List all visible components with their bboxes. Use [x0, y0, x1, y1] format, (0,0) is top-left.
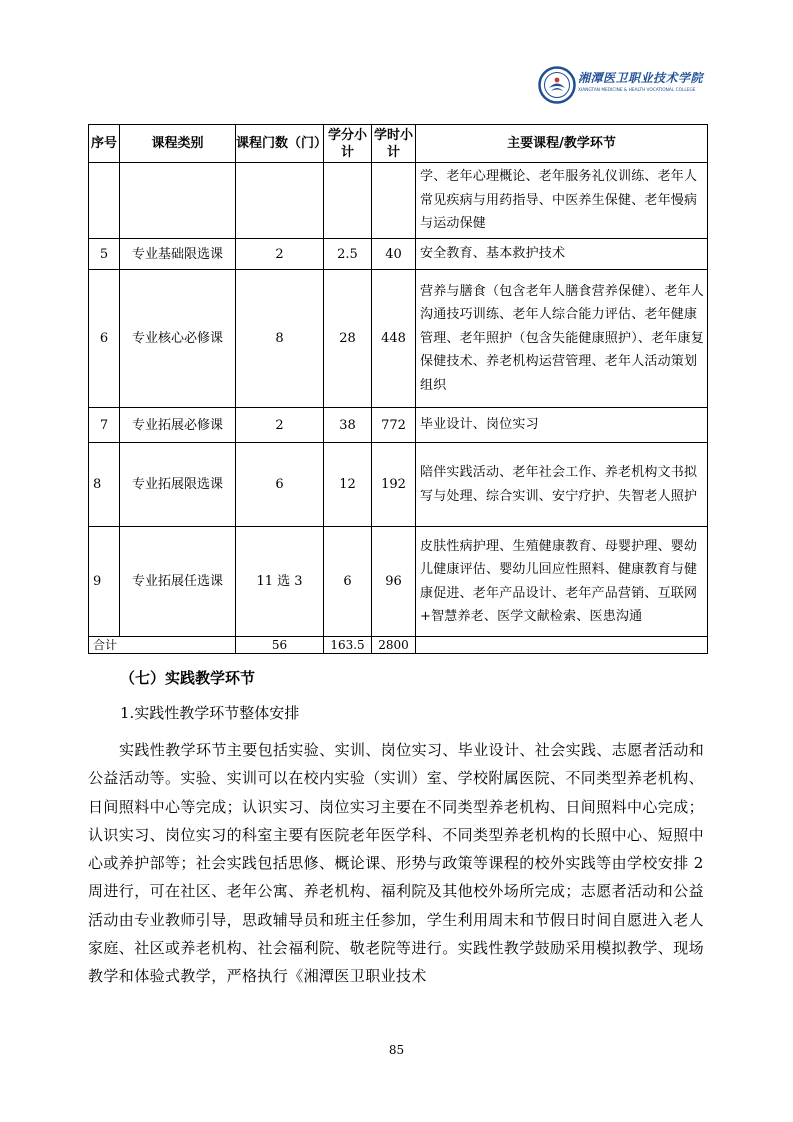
college-seal-icon: [538, 66, 576, 104]
table-row: [89, 527, 708, 637]
cell-credits: 12: [324, 443, 372, 527]
college-name-en: XIANGTAN MEDICINE & HEALTH VOCATIONAL COLLEGE: [578, 88, 696, 93]
cell-hours: 96: [372, 527, 416, 637]
cell-count: 2: [236, 239, 324, 270]
cell-courses: 毕业设计、岗位实习: [416, 408, 708, 443]
cell-category: 专业核心必修课: [120, 270, 236, 408]
total-courses-empty: [416, 637, 708, 654]
section-subtitle: 1.实践性教学环节整体安排: [120, 704, 300, 722]
cell-seq: 7: [89, 408, 120, 443]
cell-credits: 38: [324, 408, 372, 443]
cell-credits: 28: [324, 270, 372, 408]
cell-credits: [324, 163, 372, 239]
cell-credits: 6: [324, 527, 372, 637]
table-row: [89, 443, 708, 527]
table-header-row: [89, 125, 708, 163]
total-count: 56: [236, 637, 324, 654]
cell-count: [236, 163, 324, 239]
total-hours: 2800: [372, 637, 416, 654]
header-seq: 序号: [89, 125, 120, 163]
cell-courses: 营养与膳食（包含老年人膳食营养保健）、老年人沟通技巧训练、老年人综合能力评估、老年健康管理、老年照护（包含失能健康照护）、老年康复保健技术、养老机构运营管理、老年人活动策划组织: [416, 270, 708, 408]
table-row: [89, 408, 708, 443]
cell-seq: [89, 163, 120, 239]
cell-courses: 陪伴实践活动、老年社会工作、养老机构文书拟写与处理、综合实训、安宁疗护、失智老人照护: [416, 443, 708, 527]
header-category: 课程类别: [120, 125, 236, 163]
cell-courses: 学、老年心理概论、老年服务礼仪训练、老年人常见疾病与用药指导、中医养生保健、老年慢病与运动保健: [416, 163, 708, 239]
header-credits: 学分小计: [324, 125, 372, 163]
cell-hours: 192: [372, 443, 416, 527]
cell-category: [120, 163, 236, 239]
cell-hours: [372, 163, 416, 239]
body-paragraph: 实践性教学环节主要包括实验、实训、岗位实习、毕业设计、社会实践、志愿者活动和公益活动等。实验、实训可以在校内实验（实训）室、学校附属医院、不同类型养老机构、日间照料中心等完成；认识实习、岗位实习主要在不同类型养老机构、日间照料中心完成；认识实习、岗位实习的科室主要有医院老年医学科、不同类型养老机构的长照中心、短照中心或养护部等；社会实践包括思修、概论课、形势与政策等课程的校外实践等由学校安排 2 周进行，可在社区、老年公寓、养老机构、福利院及其他校外场所完成；志愿者活动和公益活动由专业教师引导，思政辅导员和班主任参加，学生利用周末和节假日时间自愿进入老人家庭、社区或养老机构、社会福利院、敬老院等进行。实践性教学鼓励采用模拟教学、现场教学和体验式教学，严格执行《湘潭医卫职业技术: [88, 741, 705, 986]
cell-category: 专业拓展必修课: [120, 408, 236, 443]
cell-count: 6: [236, 443, 324, 527]
section-title: （七）实践教学环节: [120, 669, 256, 687]
cell-category: 专业拓展限选课: [120, 443, 236, 527]
cell-hours: 448: [372, 270, 416, 408]
cell-courses: 安全教育、基本救护技术: [416, 239, 708, 270]
cell-category: 专业拓展任选课: [120, 527, 236, 637]
table-total-row: [89, 637, 708, 654]
cell-credits: 2.5: [324, 239, 372, 270]
cell-courses: 皮肤性病护理、生殖健康教育、母婴护理、婴幼儿健康评估、婴幼儿回应性照料、健康教育与健康促进、老年产品设计、老年产品营销、互联网+智慧养老、医学文献检索、医患沟通: [416, 527, 708, 637]
cell-seq: 6: [89, 270, 120, 408]
cell-hours: 40: [372, 239, 416, 270]
college-logo: [538, 66, 728, 106]
cell-category: 专业基础限选课: [120, 239, 236, 270]
college-name-cn: 湘潭医卫职业技术学院: [578, 71, 704, 85]
cell-count: 11 选 3: [236, 527, 324, 637]
cell-seq: 9: [89, 527, 120, 637]
header-count: 课程门数（门）: [236, 125, 324, 163]
cell-seq: 8: [89, 443, 120, 527]
cell-count: 2: [236, 408, 324, 443]
cell-seq: 5: [89, 239, 120, 270]
total-label: 合计: [89, 637, 236, 654]
total-credits: 163.5: [324, 637, 372, 654]
table-row: [89, 270, 708, 408]
table-row: [89, 163, 708, 239]
page-number: 85: [388, 1043, 405, 1057]
course-structure-table: [88, 124, 708, 654]
header-courses: 主要课程/教学环节: [416, 125, 708, 163]
cell-count: 8: [236, 270, 324, 408]
header-hours: 学时小计: [372, 125, 416, 163]
table-row: [89, 239, 708, 270]
cell-hours: 772: [372, 408, 416, 443]
